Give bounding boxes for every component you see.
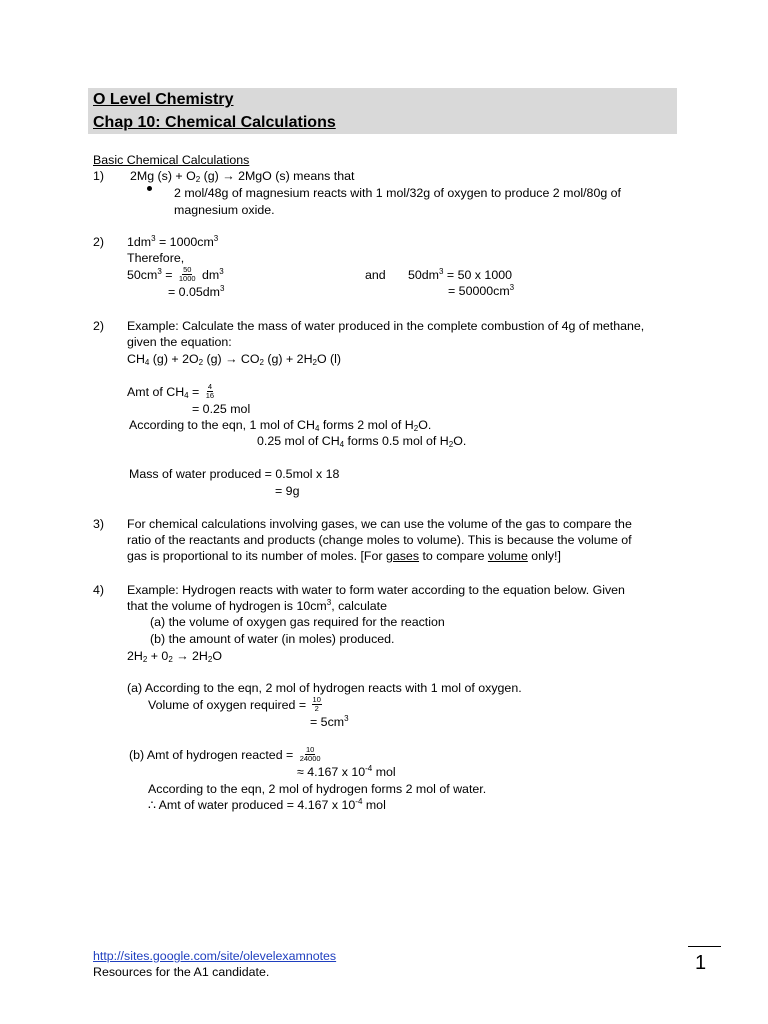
therefore-text: Therefore, <box>127 251 185 265</box>
footer-link[interactable]: http://sites.google.com/site/olevelexamnotes <box>93 949 337 963</box>
part-a-result: = $5cm^3$ <box>310 714 349 729</box>
hydrogen-text-line2: that the volume of hydrogen is $10cm^3$, calculate <box>127 598 387 613</box>
bullet-text-line2: magnesium oxide. <box>174 203 275 217</box>
item-number: 3) <box>93 517 105 531</box>
page-number-rule <box>688 946 721 947</box>
part-b-line4: ∴ Amt of water produced = 4.167 x $10^{-4}$ mol <box>148 797 386 812</box>
sub-question-b: (b) the amount of water (in moles) produced. <box>150 632 395 646</box>
part-b-line1: (b) Amt of hydrogen reacted = $\frac{10}{24000}$ <box>129 745 321 764</box>
conversion-result-right: = $50000cm^3$ <box>448 283 515 298</box>
bullet-dot <box>147 186 152 191</box>
fraction: $\frac{10}{24000}$ <box>299 745 321 764</box>
amount-ch4-result: = 0.25 mol <box>192 402 251 416</box>
fraction: $\frac{10}{2}$ <box>312 695 321 714</box>
mass-water-line1: Mass of water produced = 0.5mol x 18 <box>129 467 340 481</box>
amount-ch4: Amt of $CH_4$ = $\frac{4}{16}$ <box>127 382 215 401</box>
sub-question-a: (a) the volume of oxygen gas required for the reaction <box>150 615 445 629</box>
gases-text-line1: For chemical calculations involving gases, we can use the volume of the gas to compare the <box>127 517 632 531</box>
conversion-line: $50cm^3$ = $\frac{50}{1000}$ $dm^3$ <box>127 265 224 284</box>
unit-conversion: $1dm^3 = 1000cm^3$ <box>127 234 219 249</box>
fraction: $\frac{50}{1000}$ <box>178 265 196 284</box>
example-text-line2: given the equation: <box>127 335 232 349</box>
mg-equation: 2Mg $(s) + O_2$ (g) → 2MgO (s) means that <box>130 169 355 184</box>
conversion-result: = $0.05dm^3$ <box>168 284 225 299</box>
part-a-line2: Volume of oxygen required = $\frac{10}{2}$ <box>148 695 321 714</box>
gases-text-line2: ratio of the reactants and products (change moles to volume). This is because the volume of <box>127 533 632 547</box>
part-b-line2: ≈ 4.167 x $10^{-4}$ mol <box>297 764 396 779</box>
item-number: 2) <box>93 319 105 333</box>
hydrogen-text-line1: Example: Hydrogen reacts with water to form water according to the equation below. Given <box>127 583 625 597</box>
header-box <box>88 88 677 134</box>
chapter-title: Chap 10: Chemical Calculations <box>93 114 336 131</box>
part-b-line3: According to the eqn, 2 mol of hydrogen forms 2 mol of water. <box>148 782 487 796</box>
example-text-line1: Example: Calculate the mass of water produced in the complete combustion of 4g of methane, <box>127 319 645 333</box>
part-a-line1: (a) According to the eqn, 2 mol of hydrogen reacts with 1 mol of oxygen. <box>127 681 522 695</box>
bullet-text-line1: 2 mol/48g of magnesium reacts with 1 mol/32g of oxygen to produce 2 mol/80g of <box>174 186 622 200</box>
page-title: O Level Chemistry <box>93 91 234 108</box>
page-number: 1 <box>695 952 707 974</box>
methane-equation: $CH_4$ $(g) + 2O_2$ $(g) \to CO_2$ $(g) + 2H_2O$ (l) <box>127 352 342 367</box>
conversion-line-right: $50dm^3 = 50$ x 1000 <box>408 267 513 282</box>
mass-water-result: = 9g <box>275 484 300 498</box>
item-number: 1) <box>93 169 105 183</box>
and-text: and <box>365 268 386 282</box>
ratio-line2: 0.25 mol of $CH_4$ forms 0.5 mol of $H_2O$. <box>257 434 467 449</box>
ratio-line1: According to the eqn, 1 mol of $CH_4$ forms 2 mol of $H_2O$. <box>129 418 432 433</box>
item-number: 4) <box>93 583 105 597</box>
section-title: Basic Chemical Calculations <box>93 153 250 167</box>
item-number: 2) <box>93 235 105 249</box>
footer-tagline: Resources for the A1 candidate. <box>93 965 270 979</box>
fraction: $\frac{4}{16}$ <box>205 382 215 401</box>
hydrogen-equation: $2H_2 + 0_2 \to 2H_2O$ <box>127 649 222 664</box>
gases-text-line3: gas is proportional to its number of moles. [For gases to compare volume only!] <box>127 549 561 563</box>
